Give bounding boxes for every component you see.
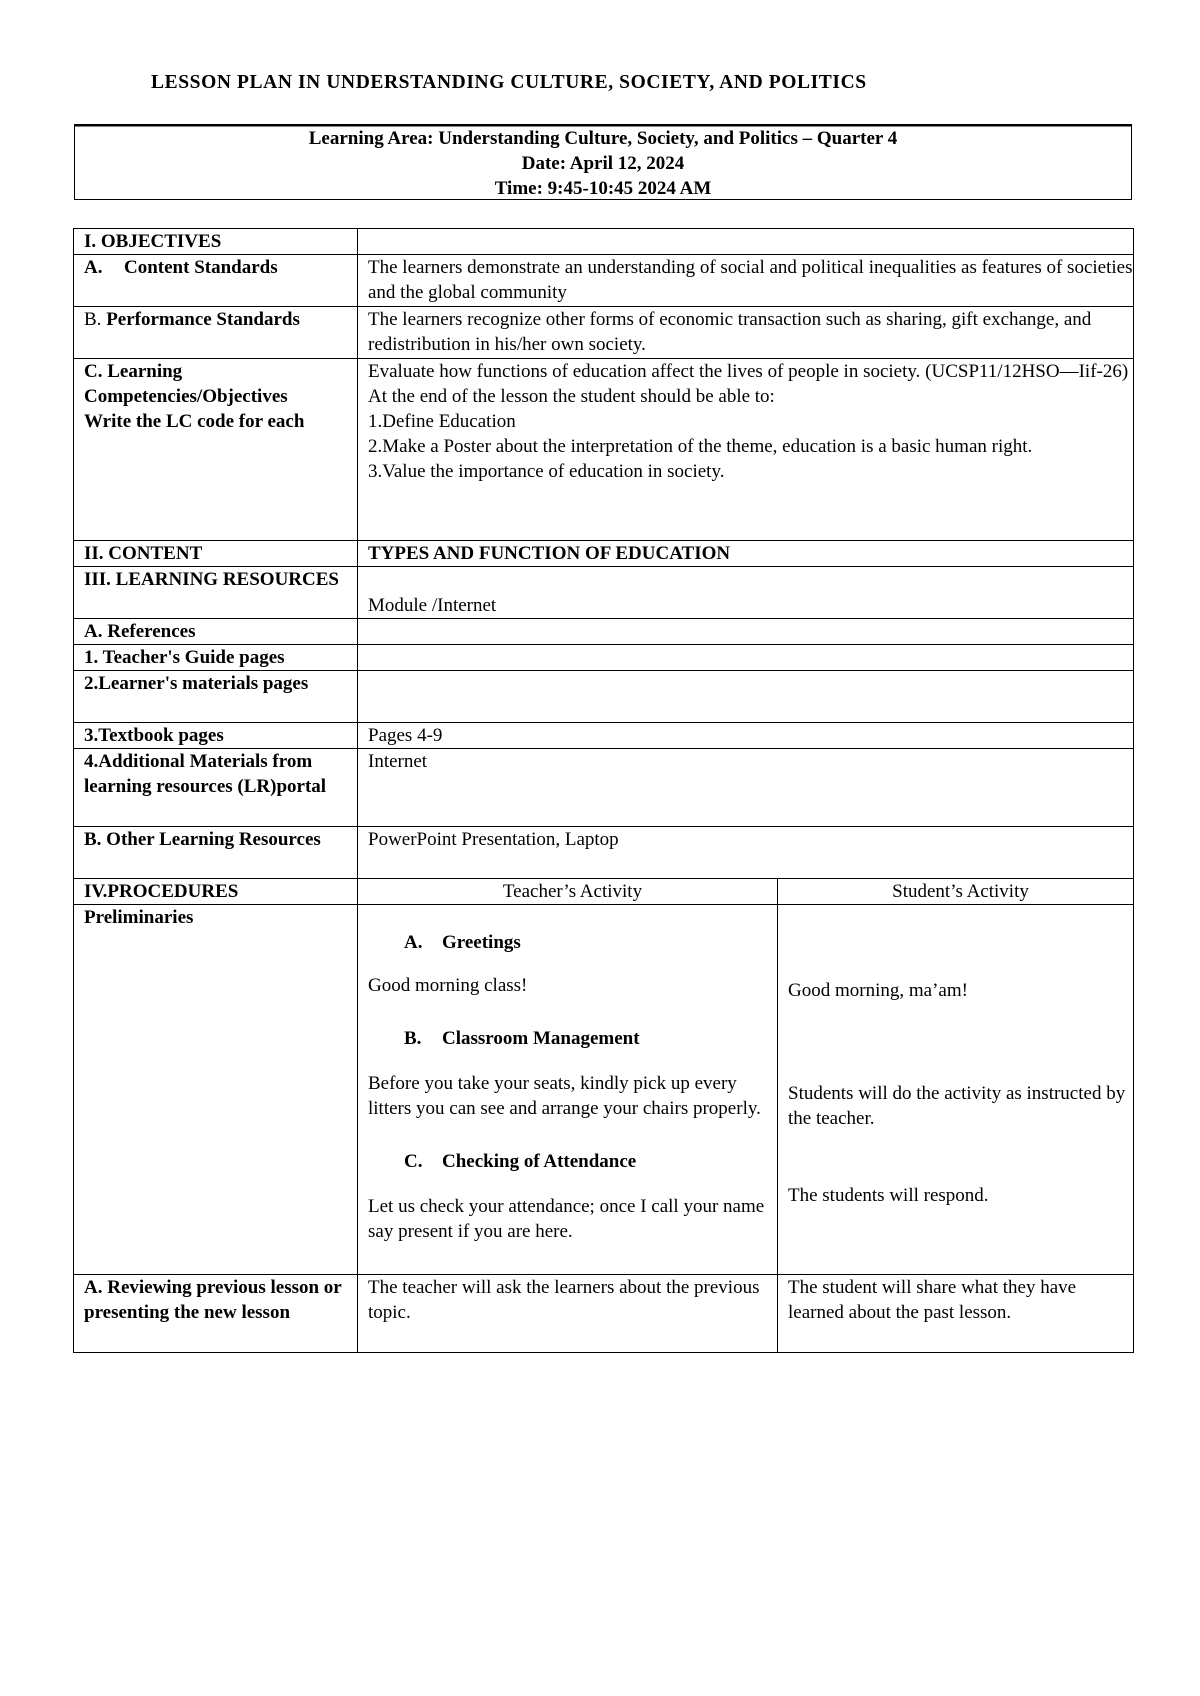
teachers-guide-value — [358, 645, 1134, 671]
preliminaries-label: Preliminaries — [74, 905, 358, 1275]
additional-materials-text: Internet — [358, 749, 1134, 827]
teachers-guide-label: 1. Teacher's Guide pages — [74, 645, 358, 671]
teacher-activity-header: Teacher’s Activity — [358, 879, 778, 905]
competency-line: At the end of the lesson the student should be able to: — [368, 386, 775, 407]
preliminaries-row — [74, 905, 1134, 1275]
references-row — [74, 619, 1134, 645]
attendance-title: Checking of Attendance — [442, 1151, 637, 1172]
classroom-student-text: Students will do the activity as instructed by the teacher. — [788, 1083, 1126, 1129]
other-resources-row — [74, 827, 1134, 879]
procedures-row — [74, 879, 1134, 905]
reviewing-label: A. Reviewing previous lesson or presenting the new lesson — [74, 1275, 358, 1353]
content-standards-letter: A. — [84, 257, 103, 278]
student-activity-header: Student’s Activity — [778, 879, 1134, 905]
reviewing-student-text: The student will share what they have learned about the past lesson. — [778, 1275, 1134, 1353]
content-standards-row — [74, 255, 1134, 307]
performance-standards-title: Performance Standards — [106, 309, 300, 330]
greetings-heading — [368, 930, 777, 955]
content-standards-text: The learners demonstrate an understanding of social and political inequalities as features of societies and the global community — [358, 255, 1134, 307]
textbook-text: Pages 4-9 — [358, 723, 1134, 749]
attendance-letter: C. — [404, 1151, 423, 1172]
additional-materials-label: 4.Additional Materials from learning resources (LR)portal — [74, 749, 358, 827]
learning-competencies-label — [74, 359, 358, 541]
performance-standards-text: The learners recognize other forms of economic transaction such as sharing, gift exchange, and redistribution in his/her own society. — [358, 307, 1134, 359]
classroom-title: Classroom Management — [442, 1028, 640, 1049]
competency-line: 1.Define Education — [368, 411, 516, 432]
greetings-teacher-text: Good morning class! — [368, 975, 528, 996]
teachers-guide-row — [74, 645, 1134, 671]
performance-standards-label — [74, 307, 358, 359]
page-title: LESSON PLAN IN UNDERSTANDING CULTURE, SOCIETY, AND POLITICS — [151, 72, 867, 93]
textbook-label: 3.Textbook pages — [74, 723, 358, 749]
objectives-label: I. OBJECTIVES — [74, 229, 358, 255]
references-label: A. References — [74, 619, 358, 645]
reviewing-teacher-text: The teacher will ask the learners about the previous topic. — [358, 1275, 778, 1353]
lesson-plan-table — [73, 228, 1134, 1353]
learners-materials-row — [74, 671, 1134, 723]
reviewing-row — [74, 1275, 1134, 1353]
learning-resources-label: III. LEARNING RESOURCES — [74, 567, 358, 619]
competency-line: 2.Make a Poster about the interpretation of the theme, education is a basic human right. — [368, 436, 1033, 457]
competency-line: 3.Value the importance of education in society. — [368, 461, 725, 482]
other-resources-label: B. Other Learning Resources — [74, 827, 358, 879]
learning-resources-text: Module /Internet — [358, 567, 1134, 619]
attendance-heading — [368, 1149, 777, 1174]
preliminaries-teacher-activity — [358, 905, 778, 1275]
content-row — [74, 541, 1134, 567]
learners-materials-value — [358, 671, 1134, 723]
greetings-letter: A. — [404, 932, 423, 953]
learning-competencies-sublabel: Write the LC code for each — [84, 411, 305, 432]
greetings-student-text: Good morning, ma’am! — [788, 980, 968, 1001]
classroom-letter: B. — [404, 1028, 422, 1049]
lesson-date: Date: April 12, 2024 — [521, 153, 685, 174]
procedures-label: IV.PROCEDURES — [74, 879, 358, 905]
performance-standards-row — [74, 307, 1134, 359]
content-standards-title: Content Standards — [124, 257, 278, 278]
objectives-row — [74, 229, 1134, 255]
learners-materials-label: 2.Learner's materials pages — [74, 671, 358, 723]
preliminaries-student-activity — [778, 905, 1134, 1275]
attendance-teacher-text: Let us check your attendance; once I call your name say present if you are here. — [368, 1196, 765, 1242]
content-label: II. CONTENT — [74, 541, 358, 567]
learning-area: Learning Area: Understanding Culture, Society, and Politics – Quarter 4 — [308, 128, 898, 149]
learning-competencies-row — [74, 359, 1134, 541]
lesson-header — [74, 124, 1132, 200]
objectives-value — [358, 229, 1134, 255]
classroom-teacher-text: Before you take your seats, kindly pick up every litters you can see and arrange your chairs properly. — [368, 1073, 761, 1119]
greetings-title: Greetings — [442, 932, 521, 953]
lesson-time: Time: 9:45-10:45 2024 AM — [494, 178, 712, 199]
classroom-heading — [368, 1026, 777, 1051]
references-value — [358, 619, 1134, 645]
learning-resources-row — [74, 567, 1134, 619]
learning-competencies-title: C. Learning Competencies/Objectives — [84, 361, 288, 407]
textbook-row — [74, 723, 1134, 749]
content-standards-label — [74, 255, 358, 307]
content-text: TYPES AND FUNCTION OF EDUCATION — [358, 541, 1134, 567]
competency-line: Evaluate how functions of education affect the lives of people in society. (UCSP11/12HSO—Iif-26) — [368, 361, 1129, 382]
attendance-student-text: The students will respond. — [788, 1185, 989, 1206]
additional-materials-row — [74, 749, 1134, 827]
other-resources-text: PowerPoint Presentation, Laptop — [358, 827, 1134, 879]
learning-competencies-text — [358, 359, 1134, 541]
performance-standards-prefix: B. — [84, 309, 102, 330]
